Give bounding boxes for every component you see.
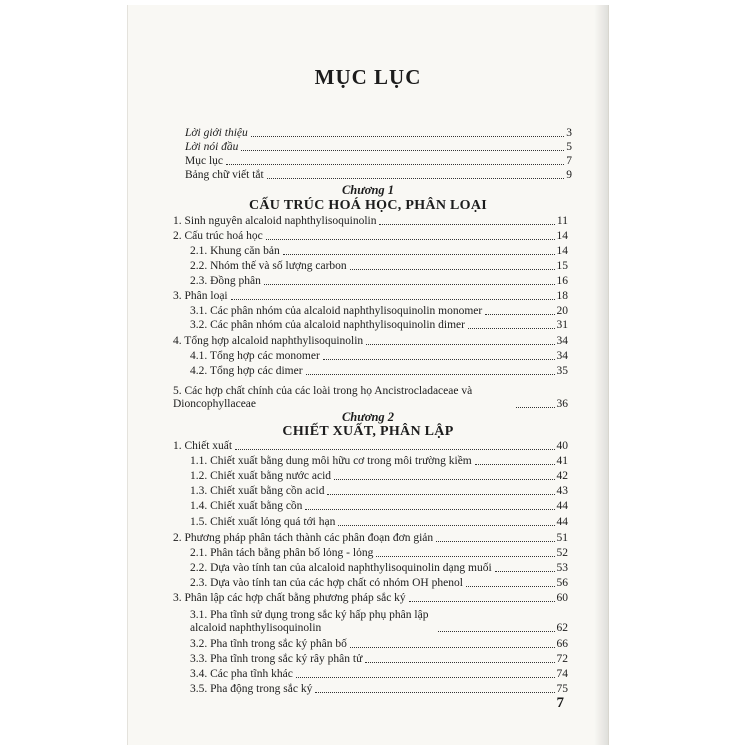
toc-page-number: 15	[556, 260, 568, 272]
toc-page-number: 40	[556, 440, 568, 452]
toc-page-number: 44	[556, 516, 568, 528]
toc-page-number: 53	[556, 562, 568, 574]
toc-entry[interactable]	[190, 319, 568, 332]
toc-page-number: 66	[556, 638, 568, 650]
dot-leader	[350, 269, 555, 270]
dot-leader	[436, 541, 554, 542]
toc-page-number: 11	[556, 215, 568, 227]
toc-page-number: 9	[566, 169, 572, 181]
toc-entry[interactable]	[190, 245, 568, 258]
toc-page-number: 34	[556, 335, 568, 347]
toc-entry-text: Lời nói đầu	[185, 141, 239, 153]
toc-page-number: 3	[566, 127, 572, 139]
toc-page-number: 72	[556, 653, 568, 665]
toc-page-number: 35	[556, 365, 568, 377]
toc-entry[interactable]	[190, 260, 568, 273]
toc-entry[interactable]	[190, 275, 568, 288]
toc-page-number: 56	[556, 577, 568, 589]
toc-entry-text: 3.1. Các phân nhóm của alcaloid naphthylisoquinolin monomer	[190, 305, 483, 317]
toc-entry-text: 3.5. Pha động trong sắc ký	[190, 683, 313, 695]
toc-entry[interactable]	[173, 440, 568, 453]
toc-entry[interactable]	[190, 653, 568, 666]
toc-page-number: 36	[556, 398, 568, 410]
toc-page-number: 16	[556, 275, 568, 287]
toc-page-number: 51	[556, 532, 568, 544]
dot-leader	[251, 136, 564, 137]
toc-page-number: 60	[556, 592, 568, 604]
dot-leader	[366, 344, 554, 345]
toc-entry-text: 2.3. Đồng phân	[190, 275, 261, 287]
dot-leader	[283, 254, 555, 255]
toc-entry-text: 3.4. Các pha tĩnh khác	[190, 668, 293, 680]
toc-entry[interactable]	[190, 547, 568, 560]
dot-leader	[495, 571, 555, 572]
toc-entry[interactable]	[190, 668, 568, 681]
toc-entry-text: 3.2. Pha tĩnh trong sắc ký phân bố	[190, 638, 347, 650]
page-fold-shadow	[594, 5, 608, 745]
toc-entry[interactable]	[190, 562, 568, 575]
toc-entry-text: 1. Sinh nguyên alcaloid naphthylisoquinolin	[173, 215, 377, 227]
toc-entry-text: 1.3. Chiết xuất bằng cồn acid	[190, 485, 325, 497]
toc-entry-text: 2.1. Khung căn bản	[190, 245, 280, 257]
toc-entry-text: 3.2. Các phân nhóm của alcaloid naphthylisoquinolin dimer	[190, 319, 465, 331]
toc-entry-text: 3. Phân lập các hợp chất bằng phương pháp sắc ký	[173, 592, 406, 604]
toc-entry-text: Bảng chữ viết tắt	[185, 169, 264, 181]
toc-page-number: 18	[556, 290, 568, 302]
toc-entry[interactable]	[190, 516, 568, 529]
toc-entry[interactable]	[173, 335, 568, 348]
toc-page-number: 5	[566, 141, 572, 153]
toc-entry-text: 4.1. Tổng hợp các monomer	[190, 350, 320, 362]
toc-page-number: 52	[556, 547, 568, 559]
toc-page-number: 31	[556, 319, 568, 331]
dot-leader	[315, 692, 554, 693]
toc-page-number: 20	[556, 305, 568, 317]
dot-leader	[466, 586, 555, 587]
toc-page-number: 43	[556, 485, 568, 497]
toc-entry[interactable]	[173, 290, 568, 303]
dot-leader	[231, 299, 555, 300]
dot-leader	[241, 150, 564, 151]
document-title: MỤC LỤC	[314, 65, 422, 89]
toc-entry[interactable]	[190, 638, 568, 651]
chapter-1-label: Chương 1	[341, 183, 395, 197]
toc-entry-text: 2. Cấu trúc hoá học	[173, 230, 263, 242]
dot-leader	[334, 479, 554, 480]
toc-entry-text: Lời giới thiệu	[185, 127, 248, 139]
dot-leader	[409, 601, 555, 602]
dot-leader	[306, 374, 555, 375]
dot-leader	[475, 464, 555, 465]
dot-leader	[438, 631, 555, 632]
toc-entry[interactable]	[185, 169, 572, 182]
toc-entry-text: 1.1. Chiết xuất bằng dung môi hữu cơ trong môi trường kiềm	[190, 455, 472, 467]
toc-page-number: 41	[556, 455, 568, 467]
toc-entry[interactable]	[173, 385, 568, 411]
dot-leader	[266, 239, 555, 240]
toc-entry[interactable]	[190, 500, 568, 513]
toc-page-number: 7	[566, 155, 572, 167]
toc-entry[interactable]	[173, 592, 568, 605]
toc-entry[interactable]	[190, 305, 568, 318]
toc-entry-text: 1. Chiết xuất	[173, 440, 233, 452]
toc-entry-text: 1.5. Chiết xuất lỏng quá tới hạn	[190, 516, 336, 528]
dot-leader	[296, 677, 555, 678]
dot-leader	[267, 178, 565, 179]
toc-page-number: 44	[556, 500, 568, 512]
chapter-2-label: Chương 2	[341, 410, 395, 424]
toc-entry[interactable]	[190, 350, 568, 363]
toc-entry-text: Mục lục	[185, 155, 224, 167]
toc-entry-text: 2.2. Nhóm thế và số lượng carbon	[190, 260, 347, 272]
toc-page-number: 14	[556, 245, 568, 257]
toc-entry[interactable]	[173, 230, 568, 243]
toc-entry[interactable]	[173, 215, 568, 228]
toc-page-number: 74	[556, 668, 568, 680]
toc-entry-text: 2. Phương pháp phân tách thành các phân đoạn đơn giản	[173, 532, 434, 544]
dot-leader	[327, 494, 554, 495]
dot-leader	[264, 284, 555, 285]
toc-entry[interactable]	[190, 577, 568, 590]
chapter-1-title: CẤU TRÚC HOÁ HỌC, PHÂN LOẠI	[248, 198, 488, 213]
toc-entry-text: 4. Tổng hợp alcaloid naphthylisoquinolin	[173, 335, 364, 347]
dot-leader	[305, 509, 554, 510]
book-page	[128, 5, 608, 745]
dot-leader	[365, 662, 554, 663]
toc-entry[interactable]	[190, 683, 568, 696]
toc-page-number: 14	[556, 230, 568, 242]
toc-entry-text: 2.3. Dựa vào tính tan của các hợp chất có nhóm OH phenol	[190, 577, 463, 589]
toc-entry[interactable]	[190, 455, 568, 468]
toc-entry-text: 2.1. Phân tách bằng phân bố lỏng - lỏng	[190, 547, 374, 559]
toc-entry-text: 5. Các hợp chất chính của các loài trong họ Ancistrocladaceae và Dioncophyllaceae	[173, 385, 473, 410]
dot-leader	[235, 449, 554, 450]
toc-entry[interactable]	[173, 532, 568, 545]
dot-leader	[485, 314, 554, 315]
chapter-2-title: CHIẾT XUẤT, PHÂN LẬP	[282, 424, 454, 439]
dot-leader	[323, 359, 555, 360]
toc-entry-text: 1.2. Chiết xuất bằng nước acid	[190, 470, 332, 482]
toc-entry[interactable]	[190, 485, 568, 498]
toc-entry[interactable]	[190, 470, 568, 483]
toc-entry-text: 3.1. Pha tĩnh sử dụng trong sắc ký hấp phụ phân lập alcaloid naphthylisoquinolin	[190, 609, 429, 634]
toc-entry-text: 4.2. Tổng hợp các dimer	[190, 365, 303, 377]
toc-entry-text: 1.4. Chiết xuất bằng cồn	[190, 500, 303, 512]
toc-entry[interactable]	[185, 141, 572, 154]
toc-page-number: 42	[556, 470, 568, 482]
toc-entry[interactable]	[190, 365, 568, 378]
dot-leader	[376, 556, 554, 557]
toc-page-number: 62	[556, 622, 568, 634]
toc-entry[interactable]	[185, 155, 572, 168]
toc-entry-text: 3. Phân loại	[173, 290, 228, 302]
page-number: 7	[556, 695, 564, 711]
toc-page-number: 75	[556, 683, 568, 695]
toc-entry-text: 2.2. Dựa vào tính tan của alcaloid naphthylisoquinolin dạng muối	[190, 562, 492, 574]
dot-leader	[350, 647, 555, 648]
dot-leader	[468, 328, 555, 329]
dot-leader	[379, 224, 554, 225]
dot-leader	[516, 407, 555, 408]
toc-page-number: 34	[556, 350, 568, 362]
toc-entry[interactable]	[190, 609, 568, 635]
dot-leader	[338, 525, 554, 526]
toc-entry[interactable]	[185, 127, 572, 140]
toc-entry-text: 3.3. Pha tĩnh trong sắc ký rây phân tử	[190, 653, 363, 665]
dot-leader	[226, 164, 564, 165]
